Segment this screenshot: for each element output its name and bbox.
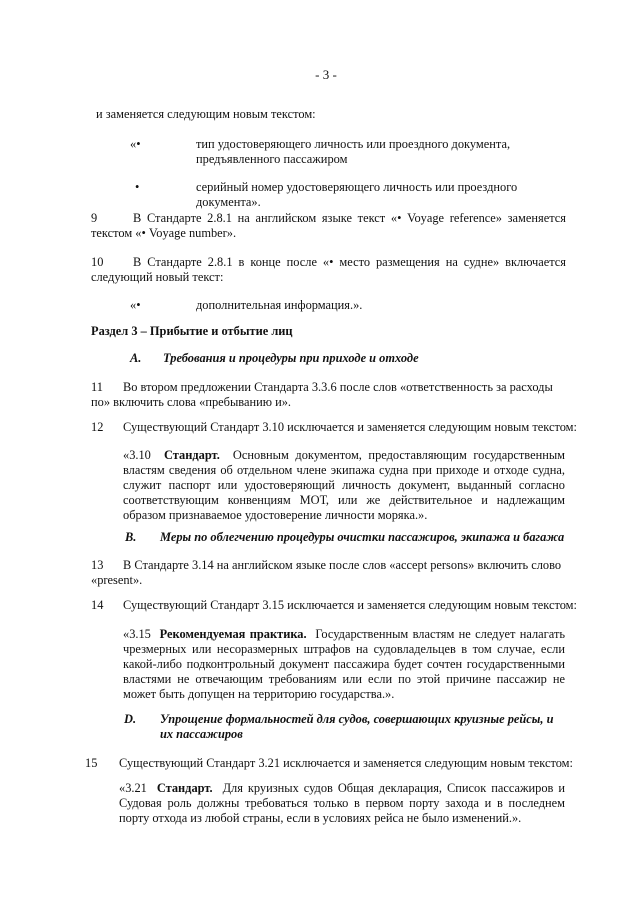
quote-3-21: [119, 781, 565, 826]
page-number: - 3 -: [315, 67, 337, 82]
quote-3-10-text: Основным документом, предоставляющим государственным властям сведения об отдельном члене экипажа судна при приходе и отходе судна, служит паспорт или удостоверяющий личность документ, выданный согласно соответствующим конвенциям МОТ, или же действительное и надлежащим образом признаваемое удостоверение личности моряка.».: [123, 448, 566, 522]
item-14-number: 14: [91, 598, 104, 612]
quote-3-21-label: Стандарт.: [156, 781, 213, 795]
item-9-number: 9: [91, 211, 98, 225]
item-9-text: В Стандарте 2.8.1 на английском языке текст «• Voyage reference» заменяется текстом «• Voyage number».: [91, 211, 566, 240]
quote-3-10: [123, 448, 565, 523]
subsection-a-letter: А.: [130, 351, 142, 365]
item-11-number: 11: [91, 380, 103, 394]
bullet-1-text: тип удостоверяющего личность или проездного документа, предъявленного пассажиром: [196, 137, 511, 166]
item-13-number: 13: [91, 558, 104, 572]
section-3-heading: Раздел 3 – Прибытие и отбытие лиц: [91, 324, 293, 338]
quote-3-15-prefix: «3.15: [123, 627, 151, 641]
quote-3-15-label: Рекомендуемая практика.: [159, 627, 307, 641]
item-11-text: Во втором предложении Стандарта 3.3.6 после слов «ответственность за расходы по» включить слова «пребыванию и».: [91, 380, 553, 409]
bullet-2-text: серийный номер удостоверяющего личность или проездного документа».: [196, 180, 518, 209]
bullet-2-mark: •: [135, 180, 140, 194]
quote-3-15: [123, 627, 565, 702]
quote-3-10-label: Стандарт.: [164, 448, 220, 462]
item-15-text: Существующий Стандарт 3.21 исключается и заменяется следующим новым текстом:: [119, 756, 573, 770]
item-15-number: 15: [85, 756, 98, 770]
bullet-3-mark: «•: [130, 298, 141, 312]
item-13-text: В Стандарте 3.14 на английском языке после слов «accept persons» включить слово «present».: [91, 558, 562, 587]
quote-3-21-prefix: «3.21: [119, 781, 147, 795]
item-12-number: 12: [91, 420, 104, 434]
bullet-3-text: дополнительная информация.».: [196, 298, 363, 312]
subsection-b-letter: В.: [125, 530, 137, 544]
subsection-d-title: Упрощение формальностей для судов, совершающих круизные рейсы, и их пассажиров: [160, 712, 554, 741]
item-10-number: 10: [91, 255, 104, 269]
intro-line: и заменяется следующим новым текстом:: [96, 107, 316, 121]
quote-3-15-text: Государственным властям не следует налагать чрезмерных или несоразмерных штрафов на судовладельцев в том случае, если какой-либо подконтрольный документ пассажира будет сочтен государственными властями не отвечающим требованиям или если по этой причине пассажир не может быть допущен на территорию государства.».: [123, 627, 566, 701]
subsection-d-letter: D.: [124, 712, 137, 726]
subsection-a-title: Требования и процедуры при приходе и отходе: [163, 351, 419, 365]
item-14-text: Существующий Стандарт 3.15 исключается и заменяется следующим новым текстом:: [123, 598, 577, 612]
subsection-b-title: Меры по облегчению процедуры очистки пассажиров, экипажа и багажа: [160, 530, 565, 544]
quote-3-10-prefix: «3.10: [123, 448, 151, 462]
bullet-1-mark: «•: [130, 137, 141, 151]
item-12-text: Существующий Стандарт 3.10 исключается и заменяется следующим новым текстом:: [123, 420, 577, 434]
item-10-text: В Стандарте 2.8.1 в конце после «• место размещения на судне» включается следующий новый текст:: [91, 255, 566, 284]
quote-3-21-text: Для круизных судов Общая декларация, Список пассажиров и Судовая роль должны требоваться только в первом порту захода и в последнем порту отхода из любой страны, если в условиях рейса не было изменений.».: [119, 781, 566, 825]
